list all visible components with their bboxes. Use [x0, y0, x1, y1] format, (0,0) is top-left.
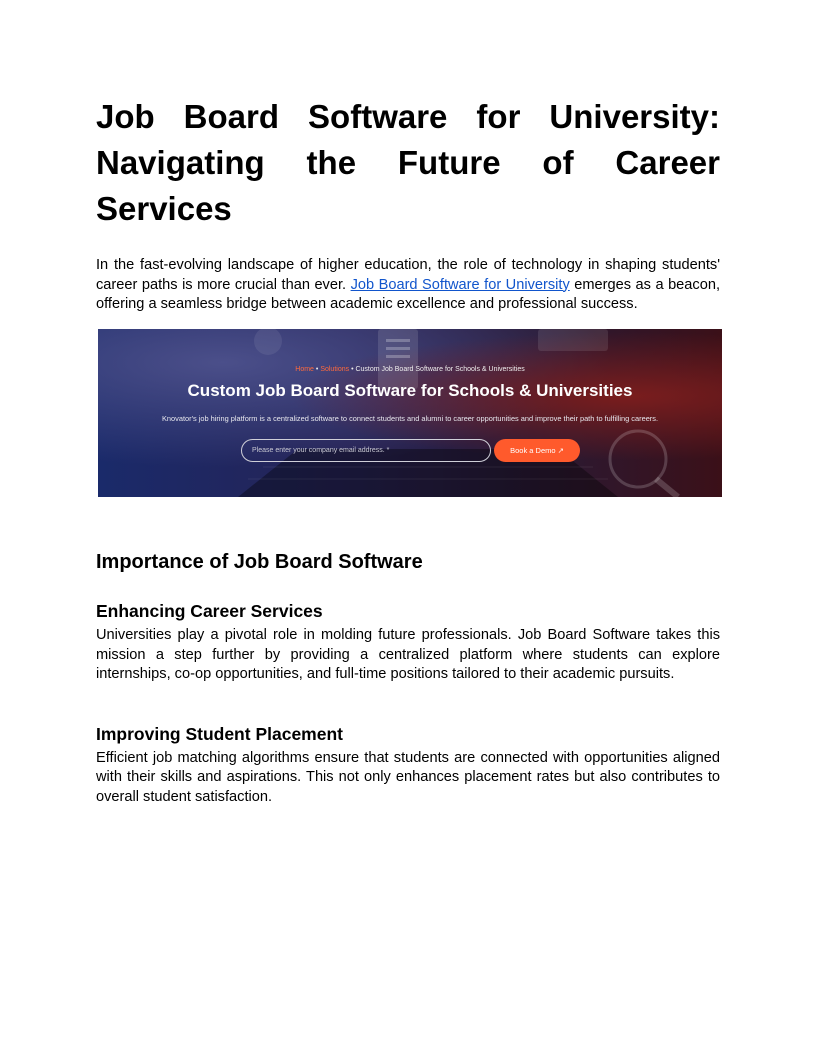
breadcrumb-separator: •: [315, 366, 319, 374]
intro-text-end: emerges as a beacon, offering a seamless bridge between academic excellence and professional success.: [96, 276, 720, 312]
banner-email-field: Please enter your company email address. *: [241, 439, 491, 462]
banner-heading: Custom Job Board Software for Schools & Universities: [187, 381, 633, 401]
subsection-body-student-placement: Efficient job matching algorithms ensure that students are connected with opportunities aligned with their skills and aspirations. This not only enhances placement rates but also contributes to overall student satisfaction.: [96, 749, 720, 805]
breadcrumb-solutions: Solutions: [320, 366, 350, 374]
banner-subtext: Knovator's job hiring platform is a centralized software to connect students and alumni to career opportunities and improve their path to fulfilling careers.: [161, 414, 659, 424]
job-board-software-link[interactable]: Job Board Software for University: [350, 276, 570, 293]
banner-breadcrumb: [98, 366, 722, 373]
hero-banner-image: [98, 329, 722, 497]
breadcrumb-separator: •: [351, 366, 354, 374]
page-title: Job Board Software for University: Navigating the Future of Career Services: [96, 98, 720, 227]
intro-text-start: In the fast-evolving landscape of higher education, the role of technology in shaping students' career paths is more crucial than ever.: [96, 257, 720, 293]
intro-paragraph: [96, 256, 720, 315]
subsection-heading-career-services: Enhancing Career Services: [96, 601, 323, 622]
subsection-heading-student-placement: Improving Student Placement: [96, 723, 343, 744]
breadcrumb-home: Home: [295, 366, 314, 374]
banner-background-art: [98, 329, 722, 497]
breadcrumb-current: Custom Job Board Software for Schools & Universities: [355, 366, 525, 374]
subsection-body-career-services: Universities play a pivotal role in molding future professionals. Job Board Software takes this mission a step further by providing a centralized platform where students can explore internships, co-op opportunities, and full-time positions tailored to their academic pursuits.: [96, 627, 720, 683]
banner-book-demo-button: Book a Demo ↗: [494, 439, 580, 462]
section-heading: Importance of Job Board Software: [96, 551, 423, 574]
document-page: [96, 94, 720, 807]
